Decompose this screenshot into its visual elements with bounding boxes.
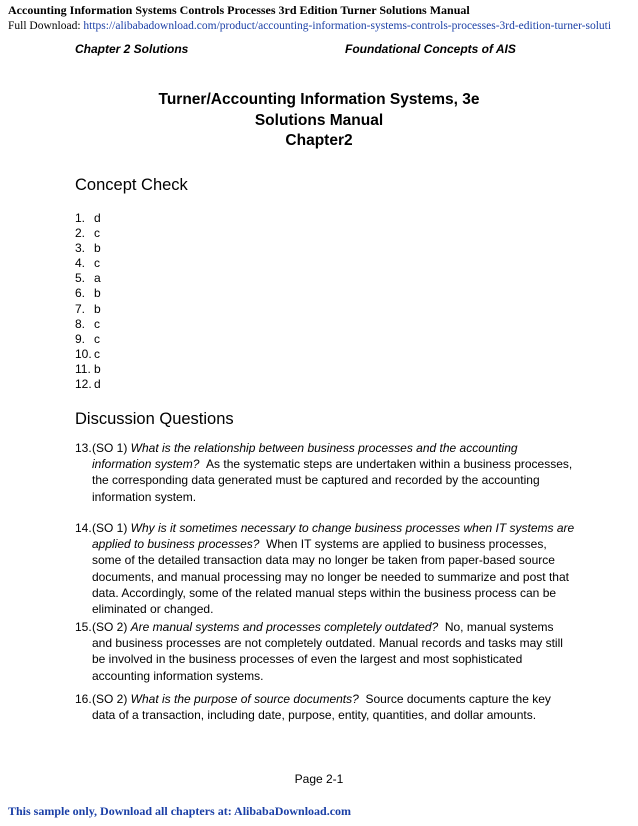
- item-number: 6.: [75, 286, 86, 301]
- document-title: [0, 90, 638, 152]
- list-item: [75, 302, 101, 317]
- discussion-heading: Discussion Questions: [75, 410, 234, 428]
- list-item: [75, 347, 101, 362]
- footer-note[interactable]: This sample only, Download all chapters at: AlibabaDownload.com: [8, 804, 352, 818]
- discussion-question: [75, 520, 575, 617]
- answer-text: Source documents capture the key data of a transaction, including date, purpose, entity, quantities, and dollar amounts.: [92, 692, 551, 723]
- question-text: What is the purpose of source documents?: [130, 692, 359, 706]
- item-number: 4.: [75, 256, 86, 271]
- answer-text: When IT systems are applied to business processes, some of the detailed transaction data may no longer be taken from paper-based source documents, and manual processing may no longer be needed to summarize and post that data. Accordingly, some of the related manual steps within the business process can be eliminated or changed.: [92, 537, 569, 617]
- question-number: 15.: [75, 620, 92, 634]
- question-text: Are manual systems and processes completely outdated?: [130, 620, 439, 634]
- concept-check-list: [75, 211, 101, 392]
- item-answer: c: [94, 346, 100, 361]
- study-objective: (SO 2): [92, 620, 131, 634]
- item-answer: b: [94, 241, 101, 256]
- item-number: 2.: [75, 226, 86, 241]
- item-number: 12.: [75, 377, 92, 392]
- item-answer: c: [94, 256, 100, 271]
- study-objective: (SO 1): [92, 521, 131, 535]
- question-number: 16.: [75, 692, 92, 706]
- item-number: 7.: [75, 301, 86, 316]
- item-answer: b: [94, 361, 101, 376]
- item-number: 5.: [75, 271, 86, 286]
- list-item: [75, 271, 101, 286]
- item-answer: a: [94, 271, 101, 286]
- title-line-3: Chapter2: [285, 132, 353, 149]
- list-item: [75, 256, 101, 271]
- list-item: [75, 211, 101, 226]
- item-number: 8.: [75, 316, 86, 331]
- item-answer: d: [94, 211, 101, 225]
- item-answer: b: [94, 301, 101, 316]
- download-link[interactable]: https://alibabadownload.com/product/accounting-information-systems-controls-processes-3rd-edition-turner-soluti: [83, 20, 612, 32]
- item-number: 3.: [75, 241, 86, 256]
- discussion-question: [75, 619, 575, 684]
- list-item: [75, 226, 101, 241]
- discussion-question: [75, 691, 575, 723]
- item-answer: c: [94, 331, 100, 346]
- list-item: [75, 362, 101, 377]
- question-text: What is the relationship between business processes and the accounting information system?: [92, 441, 518, 472]
- running-header-right: Foundational Concepts of AIS: [345, 42, 516, 56]
- list-item: [75, 286, 101, 301]
- item-answer: c: [94, 316, 100, 331]
- list-item: [75, 317, 101, 332]
- discussion-question: [75, 440, 575, 505]
- title-line-1: Turner/Accounting Information Systems, 3e: [158, 91, 480, 108]
- item-answer: c: [94, 226, 100, 241]
- question-text: Why is it sometimes necessary to change business processes when IT systems are applied to business processes?: [92, 521, 575, 552]
- item-number: 1.: [75, 211, 86, 225]
- item-answer: b: [94, 286, 101, 301]
- list-item: [75, 241, 101, 256]
- item-number: 9.: [75, 331, 86, 346]
- answer-text: As the systematic steps are undertaken within a business processes, the corresponding data generated must be captured and recorded by the accounting information system.: [92, 457, 573, 504]
- item-number: 10.: [75, 346, 92, 361]
- question-number: 13.: [75, 441, 92, 455]
- item-number: 11.: [75, 361, 91, 376]
- list-item: [75, 377, 101, 392]
- answer-text: No, manual systems and business processes are not completely outdated. Manual records and tasks may still be involved in the business processes of even the largest and most sophisticated accounting information systems.: [92, 620, 563, 683]
- list-item: [75, 332, 101, 347]
- title-line-2: Solutions Manual: [254, 111, 384, 129]
- item-answer: d: [94, 377, 101, 392]
- study-objective: (SO 1): [92, 441, 131, 455]
- running-header-left: Chapter 2 Solutions: [75, 42, 189, 56]
- question-number: 14.: [75, 521, 92, 535]
- page-number: Page 2-1: [294, 772, 344, 786]
- download-label: Full Download:: [8, 20, 84, 32]
- banner-title: Accounting Information Systems Controls Processes 3rd Edition Turner Solutions Manual: [8, 3, 470, 17]
- download-line: [8, 20, 638, 32]
- concept-check-heading: Concept Check: [75, 176, 188, 194]
- study-objective: (SO 2): [92, 692, 131, 706]
